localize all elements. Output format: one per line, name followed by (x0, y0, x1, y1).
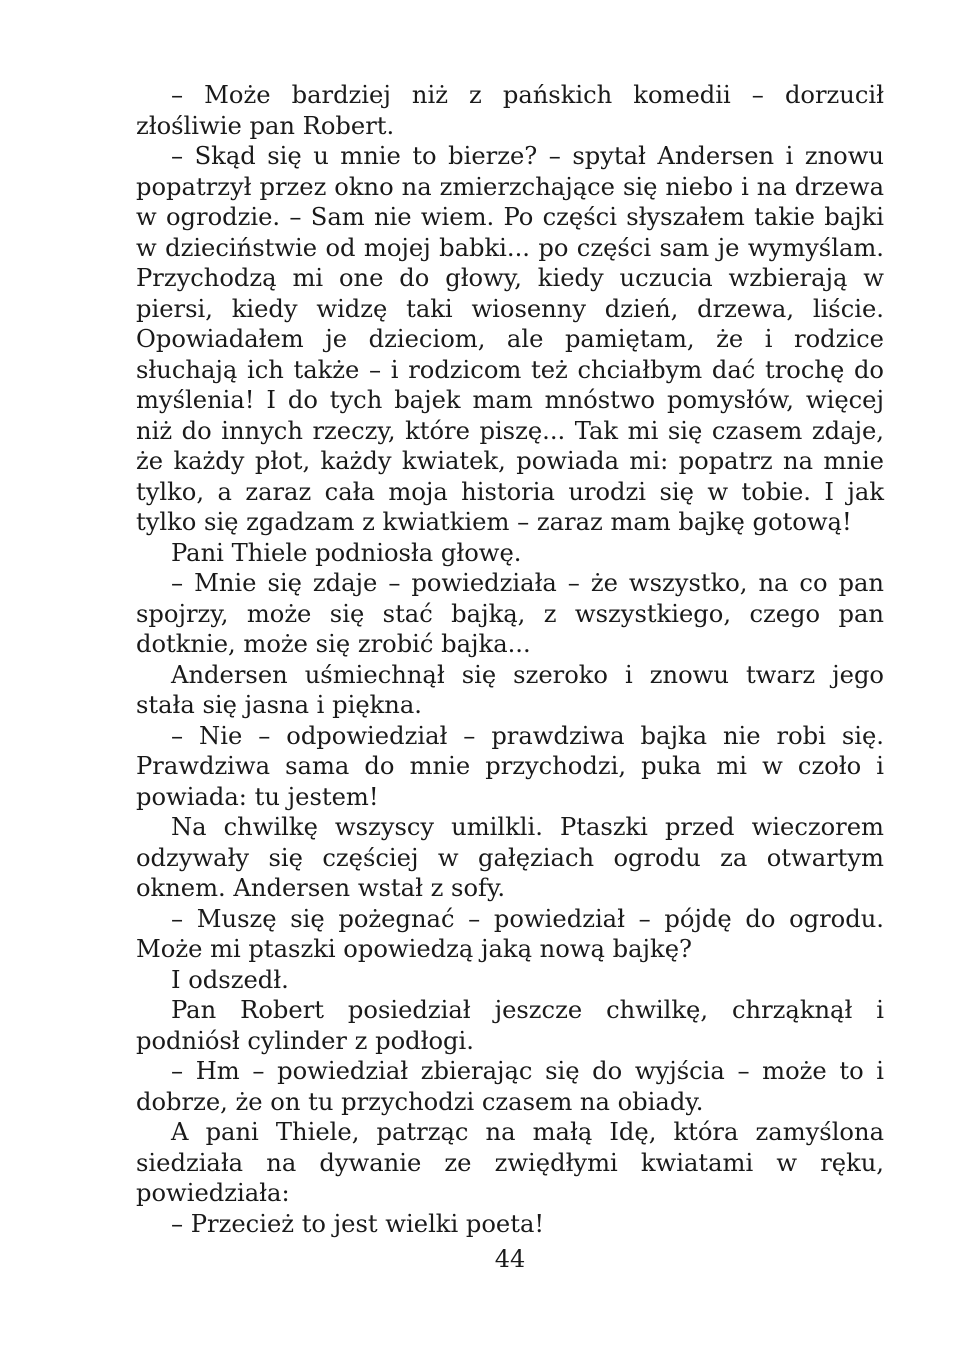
paragraph: Andersen uśmiechnął się szeroko i znowu twarz jego stała się jasna i piękna. (136, 660, 884, 719)
body-text (136, 80, 884, 1239)
paragraph: I odszedł. (171, 965, 289, 994)
paragraph: Pani Thiele podniosła głowę. (171, 538, 522, 567)
paragraph: Na chwilkę wszyscy umilkli. Ptaszki przed wieczorem odzywały się częściej w gałęziach ogrodu za otwartym oknem. Andersen wstał z sofy. (136, 813, 884, 902)
paragraph: – Mnie się zdaje – powiedziała – że wszystko, na co pan spojrzy, może się stać bajką, z wszystkiego, czego pan dotknie, może się zrobić bajka... (136, 569, 884, 658)
paragraph: – Może bardziej niż z pańskich komedii – dorzucił złośliwie pan Robert. (136, 81, 884, 140)
paragraph: – Muszę się pożegnać – powiedział – pójdę do ogrodu. Może mi ptaszki opowiedzą jaką nową bajkę? (136, 904, 884, 963)
paragraph: Pan Robert posiedział jeszcze chwilkę, chrząknął i podniósł cylinder z podłogi. (136, 996, 884, 1055)
paragraph: – Skąd się u mnie to bierze? – spytał Andersen i znowu popatrzył przez okno na zmierzchające się niebo i na drzewa w ogrodzie. – Sam nie wiem. Po części słyszałem takie bajki w dzieciństwie od mojej babki... po części sam je wymyślam. Przychodzą mi one do głowy, kiedy uczucia wzbierają w piersi, kiedy widzę taki wiosenny dzień, drzewa, liście. Opowiadałem je dzieciom, ale pamiętam, że i rodzice słuchają ich także – i rodzicom też chciałbym dać trochę do myślenia! I do tych bajek mam mnóstwo pomysłów, więcej niż do innych rzeczy, które piszę... Tak mi się czasem zdaje, że każdy płot, każdy kwiatek, powiada mi: popatrz na mnie tylko, a zaraz cała moja historia urodzi się w tobie. I jak tylko się zgadzam z kwiatkiem – zaraz mam bajkę gotową! (136, 142, 884, 536)
paragraph: – Przecież to jest wielki poeta! (171, 1209, 545, 1238)
paragraph: – Hm – powiedział zbierając się do wyjścia – może to i dobrze, że on tu przychodzi czasem na obiady. (136, 1057, 884, 1116)
page-number: 44 (494, 1245, 526, 1273)
paragraph: A pani Thiele, patrząc na małą Idę, która zamyślona siedziała na dywanie ze zwiędłymi kwiatami w ręku, powiedziała: (136, 1118, 884, 1207)
paragraph: – Nie – odpowiedział – prawdziwa bajka nie robi się. Prawdziwa sama do mnie przychodzi, puka mi w czoło i powiada: tu jestem! (136, 721, 884, 811)
